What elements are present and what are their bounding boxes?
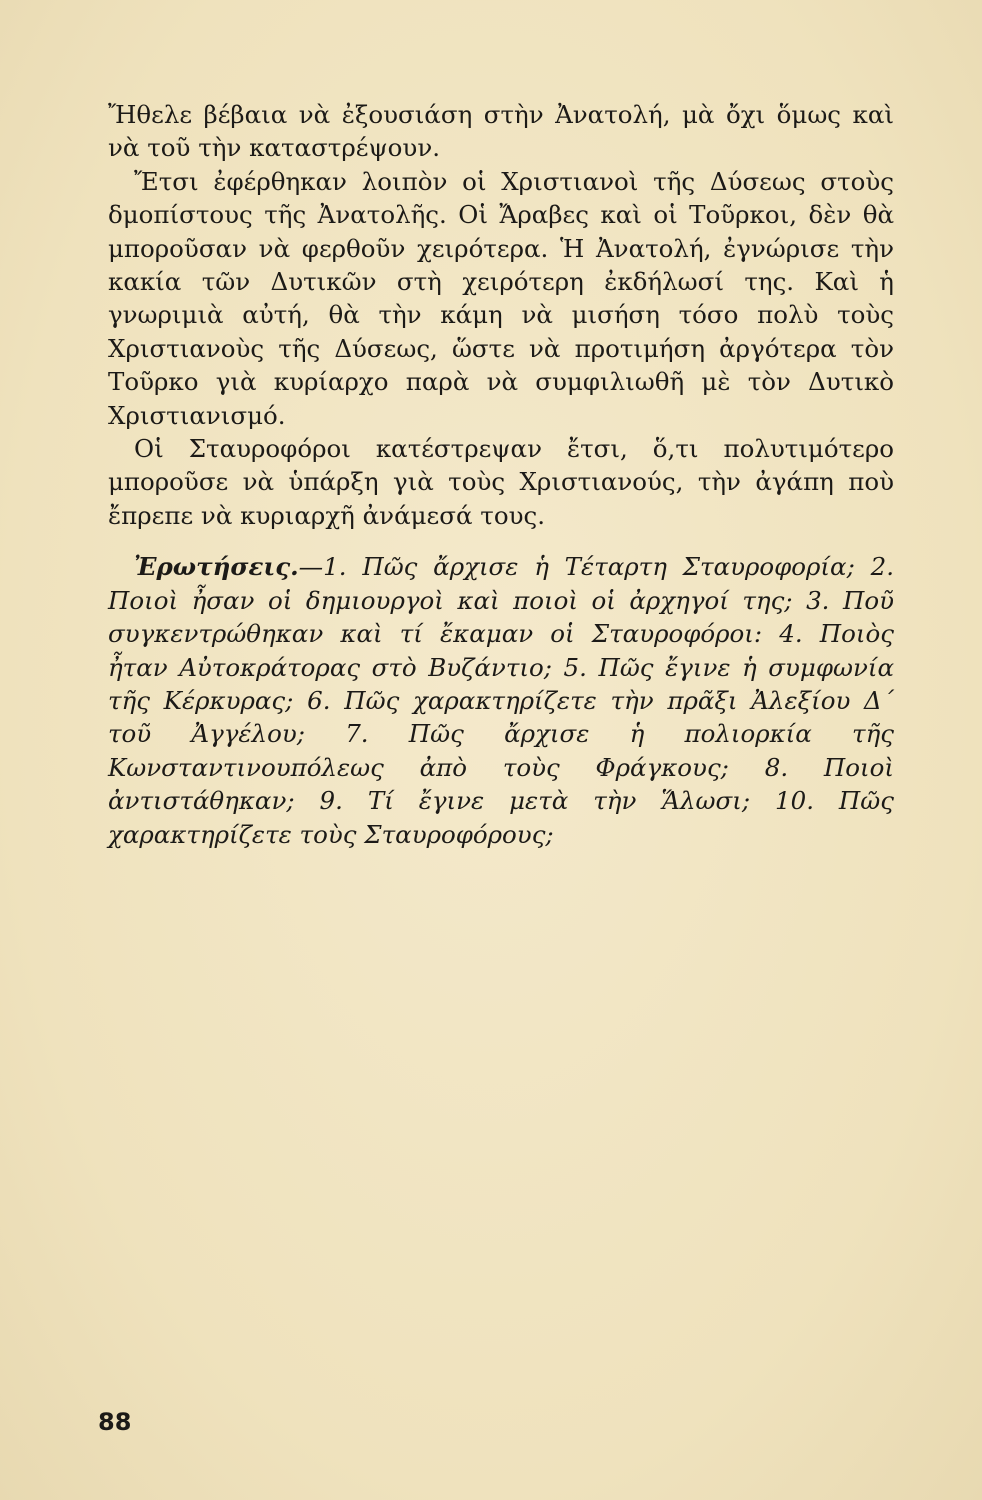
page-number: 88	[98, 1408, 132, 1436]
paragraph-2: Ἔτσι ἐφέρθηκαν λοιπὸν οἱ Χριστιανοὶ τῆς Δύσεως στοὺς δμοπίστους τῆς Ἀνατολῆς. Οἱ Ἄραβες καὶ οἱ Τοῦρκοι, δὲν θὰ μποροῦσαν νὰ φερθοῦν χειρότερα. Ἡ Ἀνατολή, ἐγνώρισε τὴν κακία τῶν Δυτικῶν στὴ χειρότερη ἐκδήλωσί της. Καὶ ἡ γνωριμιὰ αὐτή, θὰ τὴν κάμη νὰ μισήση τόσο πολὺ τοὺς Χριστιανοὺς τῆς Δύσεως, ὥστε νὰ προτιμήση ἀργότερα τὸν Τοῦρκο γιὰ κυρίαρχο παρὰ νὰ συμφιλιωθῆ μὲ τὸν Δυτικὸ Χριστιανισμό.	[108, 166, 894, 430]
body-text	[108, 98, 894, 851]
paragraph-3: Οἱ Σταυροφόροι κατέστρεψαν ἔτσι, ὅ,τι πολυτιμότερο μποροῦσε νὰ ὑπάρξη γιὰ τοὺς Χριστιανούς, τὴν ἀγάπη ποὺ ἔπρεπε νὰ κυριαρχῆ ἀνάμεσά τους.	[108, 434, 894, 530]
questions-text: —1. Πῶς ἄρχισε ἡ Τέταρτη Σταυροφορία; 2. Ποιοὶ ἦσαν οἱ δημιουργοὶ καὶ ποιοὶ οἱ ἀρχηγοί της; 3. Ποῦ συγκεντρώθηκαν καὶ τί ἔκαμαν οἱ Σταυροφόροι: 4. Ποιὸς ἦταν Αὐτοκράτορας στὸ Βυζάντιο; 5. Πῶς ἔγινε ἡ συμφωνία τῆς Κέρκυρας; 6. Πῶς χαρακτηρίζετε τὴν πρᾶξι Ἀλεξίου Δ΄ τοῦ Ἀγγέλου; 7. Πῶς ἄρχισε ἡ πολιορκία τῆς Κωνσταντινουπόλεως ἀπὸ τοὺς Φράγκους; 8. Ποιοὶ ἀντιστάθηκαν; 9. Τί ἔγινε μετὰ τὴν Ἅλωσι; 10. Πῶς χαρακτηρίζετε τοὺς Σταυροφόρους;	[108, 552, 894, 849]
paragraph-1: Ἤθελε βέβαια νὰ ἐξουσιάση στὴν Ἀνατολή, μὰ ὄχι ὅμως καὶ νὰ τοῦ τὴν καταστρέψουν.	[108, 100, 894, 163]
questions-label: Ἐρωτήσεις.	[134, 552, 299, 582]
questions-section	[108, 550, 894, 851]
